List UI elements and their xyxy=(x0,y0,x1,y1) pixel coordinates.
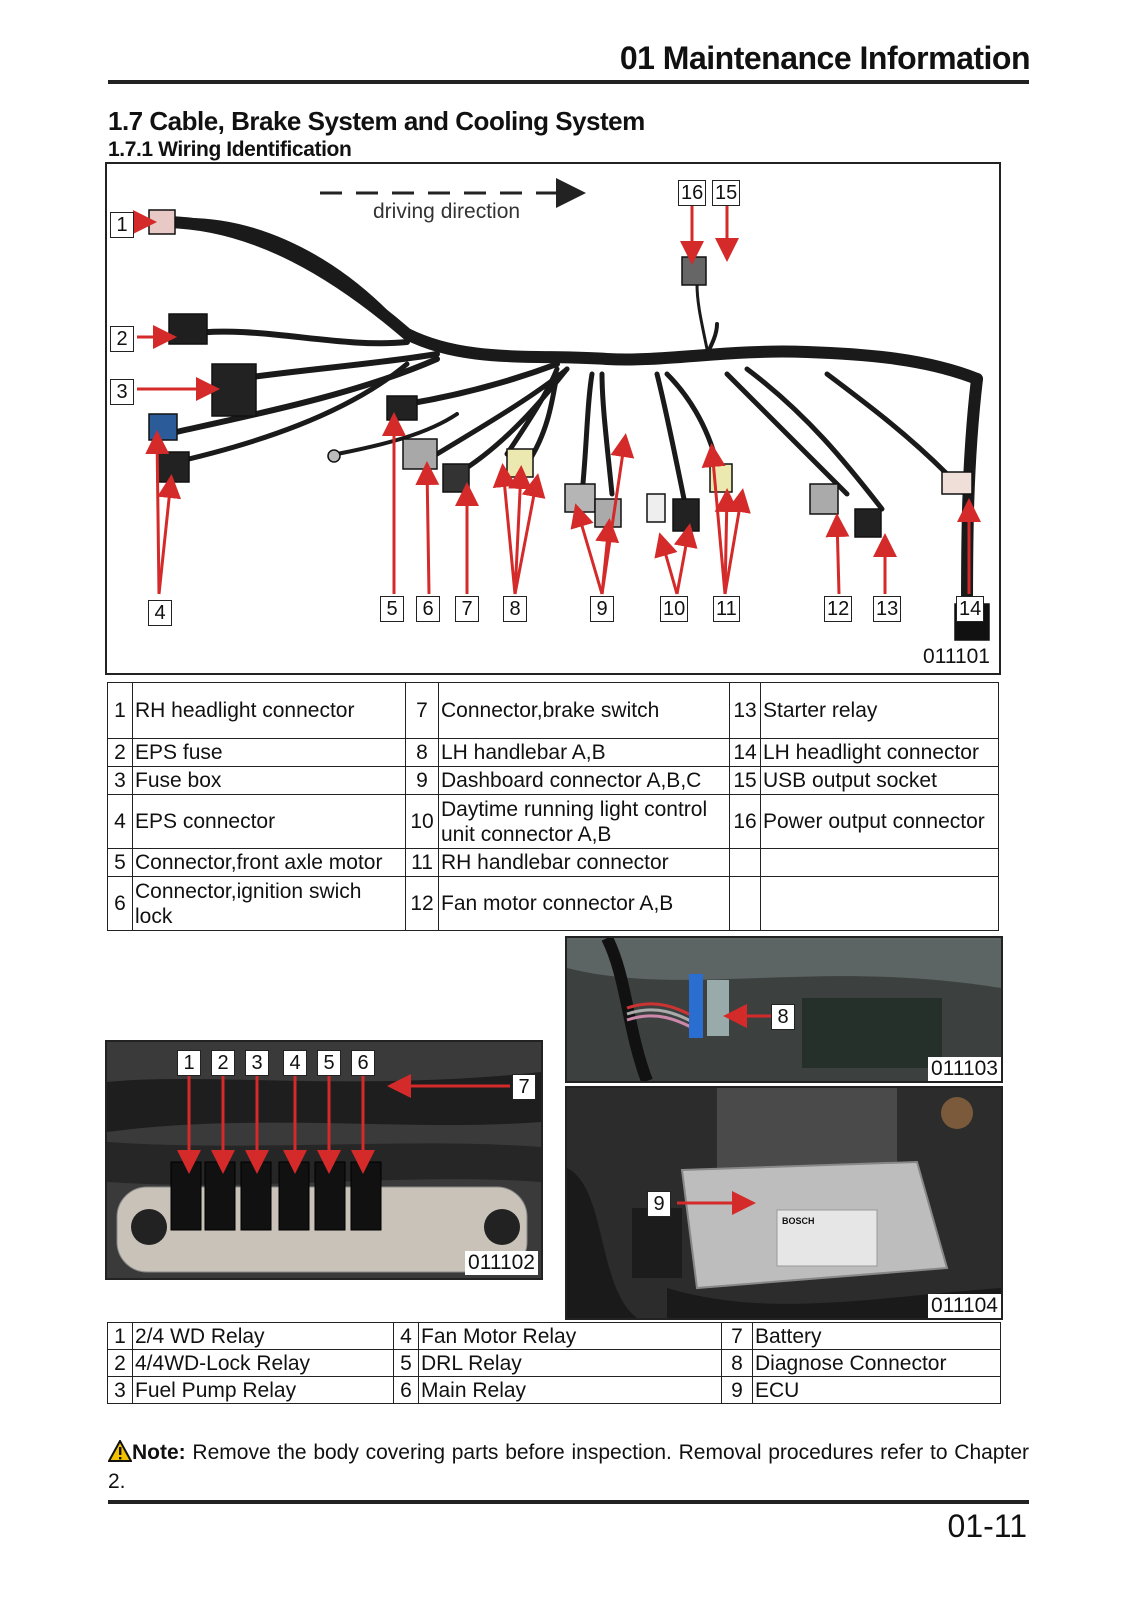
item-label: RH headlight connector xyxy=(133,683,406,739)
relay-callout-3: 3 xyxy=(245,1050,269,1076)
item-number: 9 xyxy=(406,767,439,795)
item-number: 12 xyxy=(406,877,439,931)
item-label: Main Relay xyxy=(419,1377,722,1404)
callout-14: 14 xyxy=(956,596,984,622)
relay-box-photo xyxy=(105,1040,543,1280)
diagnose-connector-photo xyxy=(565,936,1003,1083)
callout-15: 15 xyxy=(712,180,740,206)
table-row xyxy=(108,849,999,877)
section-title: 1.7 Cable, Brake System and Cooling System xyxy=(108,106,645,136)
table-row xyxy=(108,1377,1001,1404)
item-number: 7 xyxy=(722,1323,753,1350)
item-number: 15 xyxy=(730,767,761,795)
figure-number: 011102 xyxy=(465,1251,538,1275)
wiring-legend-body xyxy=(108,683,999,931)
item-number: 8 xyxy=(722,1350,753,1377)
relay-callout-1: 1 xyxy=(177,1050,201,1076)
item-number: 16 xyxy=(730,795,761,849)
header-rule xyxy=(108,80,1029,84)
relay-legend-table xyxy=(107,1322,1001,1404)
item-number: 11 xyxy=(406,849,439,877)
wiring-harness-figure xyxy=(105,162,1001,675)
item-number: 14 xyxy=(730,739,761,767)
ecu-drawing xyxy=(567,1088,1001,1318)
item-number: 1 xyxy=(108,683,133,739)
item-number xyxy=(730,877,761,931)
table-row xyxy=(108,767,999,795)
item-label: Battery xyxy=(753,1323,1001,1350)
item-label: Dashboard connector A,B,C xyxy=(439,767,730,795)
item-number: 4 xyxy=(108,795,133,849)
item-number xyxy=(730,849,761,877)
item-label: USB output socket xyxy=(761,767,999,795)
relay-callout-4: 4 xyxy=(283,1050,307,1076)
item-label: Connector,front axle motor xyxy=(133,849,406,877)
item-label xyxy=(761,877,999,931)
item-number: 13 xyxy=(730,683,761,739)
callout-8: 8 xyxy=(503,596,527,622)
diag-callout-8: 8 xyxy=(771,1004,795,1030)
item-label: EPS connector xyxy=(133,795,406,849)
figure-number: 011103 xyxy=(928,1057,1001,1081)
item-label: Connector,brake switch xyxy=(439,683,730,739)
item-label: LH handlebar A,B xyxy=(439,739,730,767)
table-row xyxy=(108,739,999,767)
callout-2: 2 xyxy=(110,326,134,352)
relay-legend-body xyxy=(108,1323,1001,1404)
item-label: ECU xyxy=(753,1377,1001,1404)
wiring-harness-drawing xyxy=(107,164,999,673)
item-label xyxy=(761,849,999,877)
item-label: Starter relay xyxy=(761,683,999,739)
item-label: Connector,ignition swich lock xyxy=(133,877,406,931)
relay-callout-2: 2 xyxy=(211,1050,235,1076)
item-label: Fan motor connector A,B xyxy=(439,877,730,931)
item-label: Fuel Pump Relay xyxy=(133,1377,394,1404)
callout-11: 11 xyxy=(713,596,740,622)
chapter-title: 01 Maintenance Information xyxy=(619,40,1030,76)
item-label: EPS fuse xyxy=(133,739,406,767)
item-number: 10 xyxy=(406,795,439,849)
driving-direction-label: driving direction xyxy=(373,200,521,223)
table-row xyxy=(108,1323,1001,1350)
table-row xyxy=(108,683,999,739)
callout-6: 6 xyxy=(416,596,440,622)
callout-4: 4 xyxy=(148,600,172,626)
footer-rule xyxy=(108,1500,1029,1504)
item-label: DRL Relay xyxy=(419,1350,722,1377)
item-number: 7 xyxy=(406,683,439,739)
callout-12: 12 xyxy=(824,596,852,622)
ecu-callout-9: 9 xyxy=(647,1191,671,1217)
item-label: LH headlight connector xyxy=(761,739,999,767)
note-text: Remove the body covering parts before inspection. Removal procedures refer to Chapter 2. xyxy=(108,1441,1029,1493)
item-number: 2 xyxy=(108,1350,133,1377)
item-number: 3 xyxy=(108,1377,133,1404)
item-label: 2/4 WD Relay xyxy=(133,1323,394,1350)
callout-13: 13 xyxy=(873,596,901,622)
item-number: 9 xyxy=(722,1377,753,1404)
item-label: Fuse box xyxy=(133,767,406,795)
figure-number: 011101 xyxy=(920,645,993,669)
item-label: Fan Motor Relay xyxy=(419,1323,722,1350)
item-number: 1 xyxy=(108,1323,133,1350)
item-label: RH handlebar connector xyxy=(439,849,730,877)
table-row xyxy=(108,1350,1001,1377)
item-number: 3 xyxy=(108,767,133,795)
note-paragraph xyxy=(108,1438,1029,1496)
item-label: Daytime running light control unit connector A,B xyxy=(439,795,730,849)
page-number: 01-11 xyxy=(947,1508,1027,1544)
callout-7: 7 xyxy=(455,596,479,622)
relay-box-drawing xyxy=(107,1042,541,1278)
warning-icon xyxy=(108,1440,132,1462)
note-label: Note: xyxy=(132,1441,186,1464)
item-number: 8 xyxy=(406,739,439,767)
section-subtitle: 1.7.1 Wiring Identification xyxy=(108,138,352,161)
callout-5: 5 xyxy=(380,596,404,622)
callout-9: 9 xyxy=(590,596,614,622)
item-label: Diagnose Connector xyxy=(753,1350,1001,1377)
callout-1: 1 xyxy=(110,212,134,238)
callout-16: 16 xyxy=(678,180,706,206)
relay-callout-6: 6 xyxy=(351,1050,375,1076)
item-number: 6 xyxy=(394,1377,419,1404)
relay-callout-7: 7 xyxy=(512,1074,536,1100)
wiring-legend-table xyxy=(107,682,999,931)
figure-number: 011104 xyxy=(928,1294,1001,1318)
table-row xyxy=(108,877,999,931)
relay-callout-5: 5 xyxy=(317,1050,341,1076)
item-label: 4/4WD-Lock Relay xyxy=(133,1350,394,1377)
callout-10: 10 xyxy=(660,596,688,622)
table-row xyxy=(108,795,999,849)
item-label: Power output connector xyxy=(761,795,999,849)
ecu-brand-label: BOSCH xyxy=(782,1216,815,1226)
item-number: 5 xyxy=(108,849,133,877)
item-number: 2 xyxy=(108,739,133,767)
item-number: 6 xyxy=(108,877,133,931)
ecu-photo xyxy=(565,1086,1003,1320)
callout-3: 3 xyxy=(110,379,134,405)
item-number: 4 xyxy=(394,1323,419,1350)
item-number: 5 xyxy=(394,1350,419,1377)
